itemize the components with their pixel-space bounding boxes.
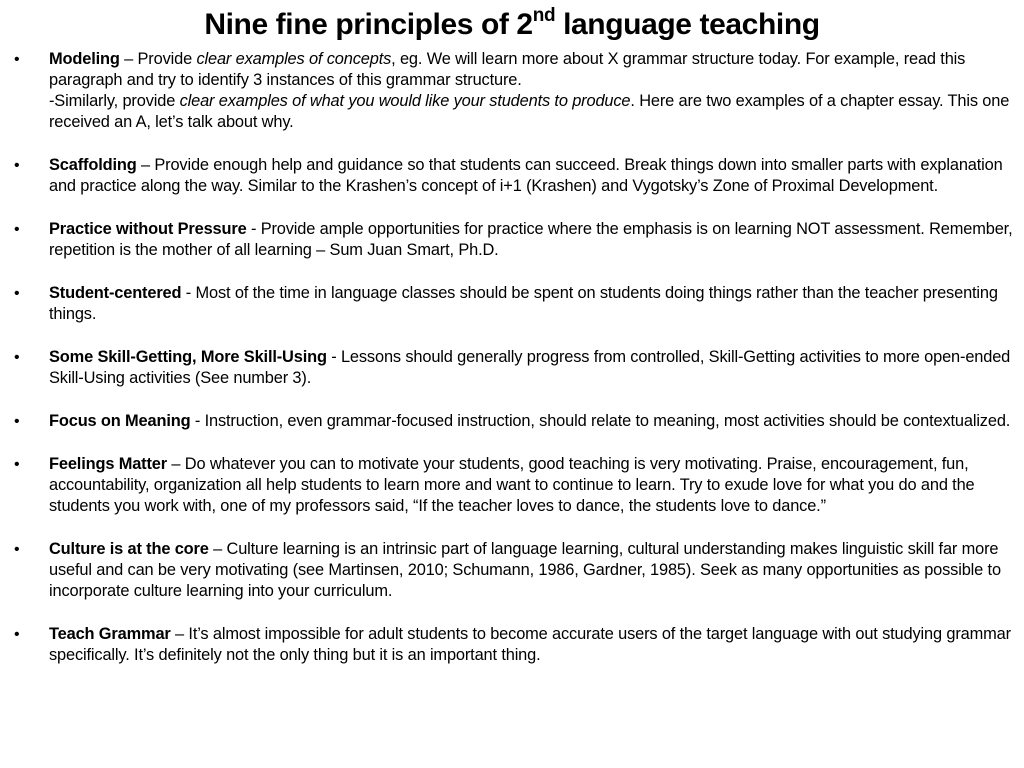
item-text: – It’s almost impossible for adult students to become accurate users of the target language with out studying grammar specifically. It’s definitely not the only thing but it is an important thing. (49, 625, 1011, 664)
list-item-practice-without-pressure (14, 219, 1014, 261)
list-item-skill-getting-skill-using (14, 347, 1014, 389)
bullet-icon: • (14, 51, 20, 68)
item-heading: Scaffolding (49, 156, 137, 174)
item-emphasis: clear examples of what you would like your students to produce (179, 92, 631, 110)
list-item-teach-grammar (14, 624, 1014, 666)
item-heading: Culture is at the core (49, 540, 209, 558)
bullet-icon: • (14, 413, 20, 430)
bullet-icon: • (14, 285, 20, 302)
item-heading: Focus on Meaning (49, 412, 191, 430)
item-text: . Here are two examples of a chapter essay. This one received an A, let’s talk about why. (49, 92, 1010, 131)
list-item-student-centered (14, 283, 1014, 325)
item-text: -Similarly, provide (49, 92, 180, 110)
page-title (0, 6, 1024, 44)
list-item-focus-on-meaning (14, 411, 1014, 432)
item-heading: Modeling (49, 50, 120, 68)
list-item-scaffolding (14, 155, 1014, 197)
list-item-feelings-matter (14, 454, 1014, 517)
item-emphasis: clear examples of concepts (196, 50, 392, 68)
list-item-modeling (14, 49, 1014, 133)
bullet-icon: • (14, 349, 20, 366)
item-text: – Provide enough help and guidance so that students can succeed. Break things down into smaller parts with explanation and practice along the way. Similar to the Krashen’s concept of i+1 (Krashen) and Vygotsky’s Zone of Proximal Development. (49, 156, 1003, 195)
bullet-icon: • (14, 221, 20, 238)
item-text: – Culture learning is an intrinsic part of language learning, cultural understanding makes linguistic skill far more useful and can be very motivating (see Martinsen, 2010; Schumann, 1986, Gardner, 1985). Seek as many opportunities as possible to incorporate culture learning into your curriculum. (49, 540, 1001, 600)
item-text: – Provide (119, 50, 197, 68)
bullet-icon: • (14, 456, 20, 473)
title-prefix: Nine fine principles of 2 (204, 8, 533, 41)
list-item-culture-at-core (14, 539, 1014, 602)
item-text: - Most of the time in language classes should be spent on students doing things rather than the teacher presenting things. (49, 284, 998, 323)
item-heading: Teach Grammar (49, 625, 171, 643)
item-text: – Do whatever you can to motivate your students, good teaching is very motivating. Praise, encouragement, fun, accountability, organization all help students to learn more and want to continue to learn. Try to exude love for what you do and the students you work with, one of my professors said, “If the teacher loves to dance, the students love to dance.” (49, 455, 975, 515)
principles-list (14, 49, 1014, 666)
item-heading: Student-centered (49, 284, 182, 302)
item-heading: Feelings Matter (49, 455, 167, 473)
title-superscript: nd (532, 5, 556, 26)
bullet-icon: • (14, 626, 20, 643)
item-text: - Lessons should generally progress from controlled, Skill-Getting activities to more open-ended Skill-Using activities (See number 3). (49, 348, 1011, 387)
bullet-icon: • (14, 157, 20, 174)
item-heading: Practice without Pressure (49, 220, 247, 238)
item-heading: Some Skill-Getting, More Skill-Using (49, 348, 327, 366)
item-text: , eg. We will learn more about X grammar structure today. For example, read this paragraph and try to identify 3 instances of this grammar structure. (49, 50, 966, 89)
bullet-icon: • (14, 541, 20, 558)
item-text: - Provide ample opportunities for practice where the emphasis is on learning NOT assessment. Remember, repetition is the mother of all learning – Sum Juan Smart, Ph.D. (49, 220, 1013, 259)
title-suffix: language teaching (555, 8, 820, 41)
item-text: - Instruction, even grammar-focused instruction, should relate to meaning, most activities should be contextualized. (190, 412, 1011, 430)
